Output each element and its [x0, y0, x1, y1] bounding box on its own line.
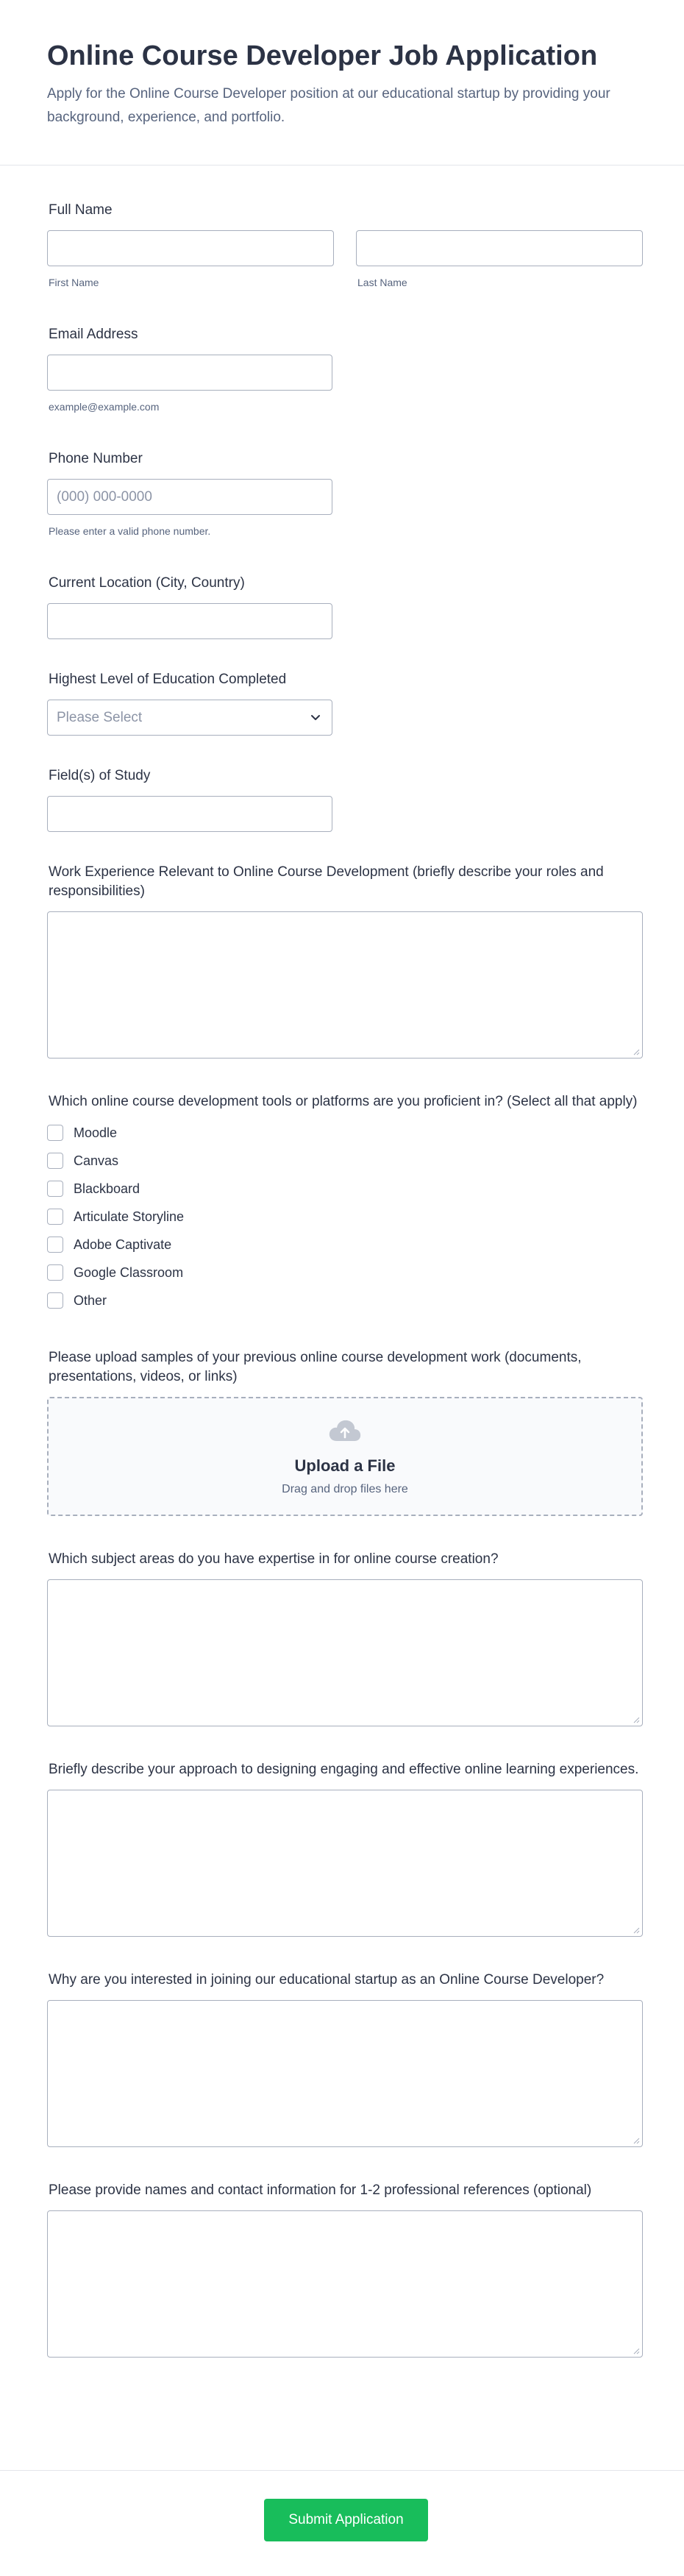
last-name-input[interactable]: [356, 230, 643, 266]
field-of-study-input[interactable]: [47, 796, 332, 832]
phone-sublabel: Please enter a valid phone number.: [49, 525, 211, 537]
submit-button[interactable]: Submit Application: [264, 2499, 428, 2541]
option-label: Blackboard: [74, 1181, 140, 1196]
upload-question: [47, 1348, 643, 1516]
option-label: Canvas: [74, 1153, 119, 1168]
email-sublabel: example@example.com: [49, 401, 160, 413]
work-experience-textarea[interactable]: [47, 911, 643, 1058]
upload-subtitle: Drag and drop files here: [282, 1483, 408, 1495]
option-label: Articulate Storyline: [74, 1209, 185, 1224]
cloud-upload-icon: [327, 1417, 363, 1444]
option-label: Other: [74, 1292, 107, 1308]
resize-grip-icon[interactable]: [633, 1716, 640, 1723]
page-title: Online Course Developer Job Application: [47, 40, 598, 71]
option-label: Google Classroom: [74, 1264, 184, 1280]
location-question: [47, 574, 643, 639]
form-header: [0, 0, 684, 166]
references-label: Please provide names and contact information for 1-2 professional references (optional): [49, 2182, 592, 2198]
chevron-down-icon: [310, 711, 321, 723]
work-experience-label: Work Experience Relevant to Online Course Development (briefly describe your roles and responsibilities): [49, 864, 604, 899]
work-experience-question: [47, 863, 643, 1058]
checkbox[interactable]: [47, 1264, 63, 1281]
tools-label: Which online course development tools or platforms are you proficient in? (Select all that apply): [49, 1094, 638, 1109]
checkbox[interactable]: [47, 1181, 63, 1197]
tools-question: [47, 1092, 643, 1314]
last-name-sublabel: Last Name: [357, 277, 407, 288]
email-question: [47, 325, 643, 413]
phone-input[interactable]: (000) 000-0000: [47, 479, 332, 515]
education-label: Highest Level of Education Completed: [49, 672, 287, 687]
email-label: Email Address: [49, 327, 138, 342]
references-textarea[interactable]: [47, 2210, 643, 2358]
resize-grip-icon[interactable]: [633, 2137, 640, 2144]
resize-grip-icon[interactable]: [633, 2347, 640, 2355]
education-select[interactable]: [47, 700, 332, 736]
checkbox[interactable]: [47, 1237, 63, 1253]
location-input[interactable]: [47, 603, 332, 639]
first-name-sublabel: First Name: [49, 277, 99, 288]
tool-option-google-classroom[interactable]: [47, 1259, 643, 1287]
approach-textarea[interactable]: [47, 1790, 643, 1937]
tool-option-canvas[interactable]: [47, 1147, 643, 1175]
interest-textarea[interactable]: [47, 2000, 643, 2147]
file-upload-dropzone[interactable]: [47, 1397, 643, 1516]
checkbox[interactable]: [47, 1125, 63, 1141]
subject-areas-label: Which subject areas do you have expertise in for online course creation?: [49, 1551, 499, 1567]
location-label: Current Location (City, Country): [49, 575, 245, 591]
subject-areas-question: [47, 1550, 643, 1726]
references-question: [47, 2181, 643, 2358]
checkbox[interactable]: [47, 1209, 63, 1225]
upload-label: Please upload samples of your previous online course development work (documents, presentations, videos, or links): [49, 1350, 582, 1384]
upload-title: Upload a File: [294, 1456, 396, 1475]
interest-question: [47, 1971, 643, 2147]
checkbox[interactable]: [47, 1292, 63, 1309]
checkbox[interactable]: [47, 1153, 63, 1169]
resize-grip-icon[interactable]: [633, 1926, 640, 1934]
approach-label: Briefly describe your approach to designing engaging and effective online learning experiences.: [49, 1762, 639, 1777]
first-name-input[interactable]: [47, 230, 334, 266]
tool-option-other[interactable]: [47, 1287, 643, 1314]
education-selected-value: Please Select: [57, 709, 143, 725]
subject-areas-textarea[interactable]: [47, 1579, 643, 1726]
education-question: [47, 670, 643, 736]
tool-option-articulate-storyline[interactable]: [47, 1203, 643, 1231]
form-footer: [0, 2470, 684, 2576]
full-name-question: [47, 201, 643, 288]
option-label: Moodle: [74, 1125, 118, 1140]
tool-option-blackboard[interactable]: [47, 1175, 643, 1203]
tool-option-adobe-captivate[interactable]: [47, 1231, 643, 1259]
email-input[interactable]: [47, 355, 332, 391]
field-of-study-question: [47, 766, 643, 832]
phone-label: Phone Number: [49, 451, 143, 466]
option-label: Adobe Captivate: [74, 1237, 172, 1252]
phone-question: [47, 449, 643, 537]
resize-grip-icon[interactable]: [633, 1048, 640, 1056]
page-description: Apply for the Online Course Developer position at our educational startup by providing your background, experience, and portfolio.: [47, 86, 610, 125]
approach-question: [47, 1760, 643, 1937]
interest-label: Why are you interested in joining our educational startup as an Online Course Developer?: [49, 1972, 605, 1988]
tool-option-moodle[interactable]: [47, 1119, 643, 1147]
full-name-label: Full Name: [49, 202, 113, 218]
field-of-study-label: Field(s) of Study: [49, 768, 151, 783]
application-form: [0, 201, 684, 2358]
